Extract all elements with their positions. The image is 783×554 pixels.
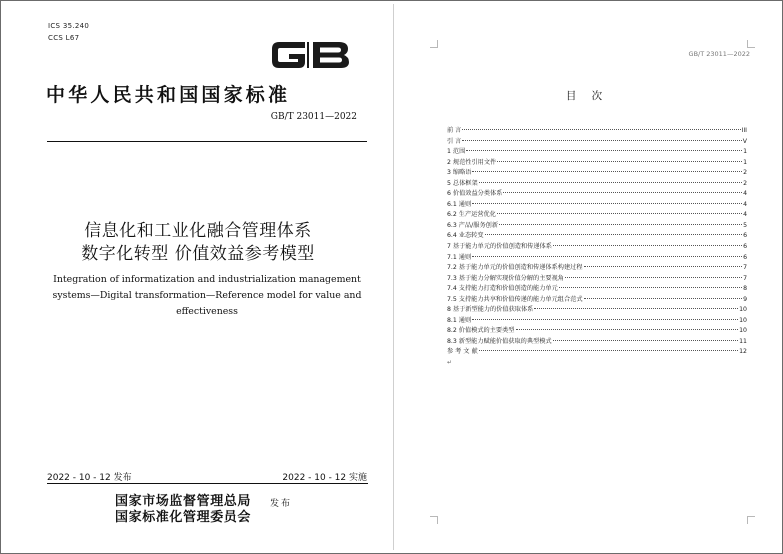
toc-item[interactable] — [447, 305, 747, 316]
toc-item-page: 8 — [743, 285, 747, 293]
toc-item-page: 4 — [743, 200, 747, 208]
issuer-line1: 国家市场监督管理总局 — [115, 494, 252, 509]
toc-item-label: 7.3 基于能力分解实现价值分解的主要视角 — [447, 274, 564, 282]
toc-dot-leader — [516, 329, 739, 330]
toc-item[interactable] — [447, 295, 747, 306]
toc-item-label: 3 缩略语 — [447, 169, 472, 177]
cover-divider-top — [47, 141, 367, 142]
toc-dot-leader — [472, 256, 742, 257]
toc-item-page: 1 — [743, 158, 747, 166]
toc-dot-leader — [479, 182, 742, 183]
toc-dot-leader — [565, 277, 742, 278]
crop-mark-top-right — [747, 40, 755, 48]
toc-item-label: 6.4 业态转变 — [447, 232, 484, 240]
toc-dot-leader — [485, 234, 743, 235]
toc-dot-leader — [584, 266, 743, 267]
toc-item[interactable] — [447, 253, 747, 264]
toc-item[interactable] — [447, 347, 747, 358]
crop-mark-bottom-left — [430, 516, 438, 524]
toc-title: 目 次 — [565, 90, 609, 102]
title-cn-line1: 信息化和工业化融合管理体系 — [84, 221, 312, 241]
toc-item-page: 10 — [739, 316, 747, 324]
toc-item[interactable] — [447, 126, 747, 137]
toc-item-page: 10 — [739, 327, 747, 335]
toc-header-number: GB/T 23011—2022 — [688, 50, 750, 58]
toc-item-page: 10 — [739, 306, 747, 314]
toc-item-label: 7.5 支持能力共享和价值传递的能力单元组合范式 — [447, 295, 583, 303]
toc-dot-leader — [462, 129, 740, 130]
toc-item-page: 5 — [743, 221, 747, 229]
toc-item[interactable] — [447, 221, 747, 232]
toc-dot-leader — [497, 213, 742, 214]
toc-item-label: 7.4 支持能力打造和价值创造的能力单元 — [447, 285, 558, 293]
toc-dot-leader — [462, 140, 741, 141]
toc-item-label: 6 价值效益分类体系 — [447, 190, 503, 198]
toc-item[interactable] — [447, 210, 747, 221]
toc-item[interactable] — [447, 274, 747, 285]
toc-item-label: 2 规范性引用文件 — [447, 158, 497, 166]
crop-mark-bottom-right — [747, 516, 755, 524]
toc-page — [393, 4, 780, 550]
toc-item-label: 7 基于能力单元的价值创造和传递体系 — [447, 243, 552, 251]
toc-item[interactable] — [447, 231, 747, 242]
crop-mark-top-left — [430, 40, 438, 48]
toc-item-page: 2 — [743, 169, 747, 177]
toc-item-page: 9 — [743, 295, 747, 303]
toc-dot-leader — [553, 245, 742, 246]
standard-type-heading: 中华人民共和国国家标准 — [46, 84, 291, 106]
issuer-action: 发布 — [270, 499, 293, 509]
toc-dot-leader — [497, 161, 742, 162]
toc-item-page: 7 — [743, 274, 747, 282]
toc-dot-leader — [584, 298, 743, 299]
toc-dot-leader — [466, 150, 742, 151]
toc-dot-leader — [472, 203, 742, 204]
toc-item-page: 2 — [743, 179, 747, 187]
cover-page — [5, 4, 391, 550]
toc-item-label: 5 总体框架 — [447, 179, 478, 187]
toc-item-page: 12 — [739, 348, 747, 356]
issuer-line2: 国家标准化管理委员会 — [115, 510, 252, 525]
toc-item-label: 6.1 通则 — [447, 200, 472, 208]
toc-item-label: 6.3 产品/服务创新 — [447, 221, 499, 229]
toc-list — [447, 126, 747, 358]
toc-item-page: V — [742, 137, 747, 145]
toc-item-page: 4 — [743, 211, 747, 219]
gb-logo — [269, 36, 352, 74]
toc-item-label: 8.1 通则 — [447, 316, 472, 324]
toc-dot-leader — [479, 350, 738, 351]
toc-item[interactable] — [447, 263, 747, 274]
implement-date: 2022 - 10 - 12 实施 — [282, 473, 367, 483]
toc-item[interactable] — [447, 168, 747, 179]
toc-item[interactable] — [447, 337, 747, 348]
toc-item-label: 8.2 价值模式的主要类型 — [447, 327, 515, 335]
toc-item-page: 7 — [743, 264, 747, 272]
toc-item[interactable] — [447, 179, 747, 190]
toc-item[interactable] — [447, 200, 747, 211]
toc-item-label: 前 言 — [447, 127, 462, 134]
toc-item-label: 7.2 基于能力单元的价值创造和传递体系构建过程 — [447, 264, 583, 272]
toc-item[interactable] — [447, 316, 747, 327]
toc-item-label: 7.1 通则 — [447, 253, 472, 261]
toc-dot-leader — [559, 287, 742, 288]
toc-dot-leader — [472, 319, 738, 320]
toc-item-label: 参 考 文 献 — [447, 348, 478, 356]
toc-item-label: 8.3 新型能力赋能价值获取的典型模式 — [447, 337, 552, 345]
title-en: Integration of informatization and industrialization management systems—Digital transformation—Reference model for value and effectiveness — [52, 274, 362, 317]
toc-item[interactable] — [447, 189, 747, 200]
toc-item[interactable] — [447, 147, 747, 158]
toc-dot-leader — [472, 171, 742, 172]
ccs-code: CCS L67 — [48, 34, 80, 42]
publish-date: 2022 - 10 - 12 发布 — [47, 473, 132, 483]
toc-item[interactable] — [447, 137, 747, 148]
toc-item-page: 6 — [743, 232, 747, 240]
toc-item-label: 1 范围 — [447, 148, 466, 156]
toc-dot-leader — [499, 224, 742, 225]
toc-item[interactable] — [447, 326, 747, 337]
toc-item-page: III — [741, 127, 747, 134]
ics-code: ICS 35.240 — [48, 22, 90, 30]
toc-item[interactable] — [447, 242, 747, 253]
title-cn-line2: 数字化转型 价值效益参考模型 — [81, 244, 315, 264]
toc-dot-leader — [553, 340, 739, 341]
toc-item-page: 11 — [739, 337, 747, 345]
paragraph-mark: ↵ — [447, 359, 453, 366]
toc-item[interactable] — [447, 158, 747, 169]
toc-item-page: 6 — [743, 253, 747, 261]
cover-divider-bottom — [47, 483, 368, 484]
toc-item-label: 6.2 生产运营优化 — [447, 211, 496, 219]
toc-item-page: 4 — [743, 190, 747, 198]
toc-dot-leader — [534, 308, 738, 309]
toc-item[interactable] — [447, 284, 747, 295]
toc-item-page: 1 — [743, 148, 747, 156]
standard-number: GB/T 23011—2022 — [270, 112, 357, 122]
toc-item-page: 6 — [743, 243, 747, 251]
toc-item-label: 8 基于新型能力的价值获取体系 — [447, 306, 534, 314]
toc-dot-leader — [503, 192, 742, 193]
toc-item-label: 引 言 — [447, 137, 462, 145]
